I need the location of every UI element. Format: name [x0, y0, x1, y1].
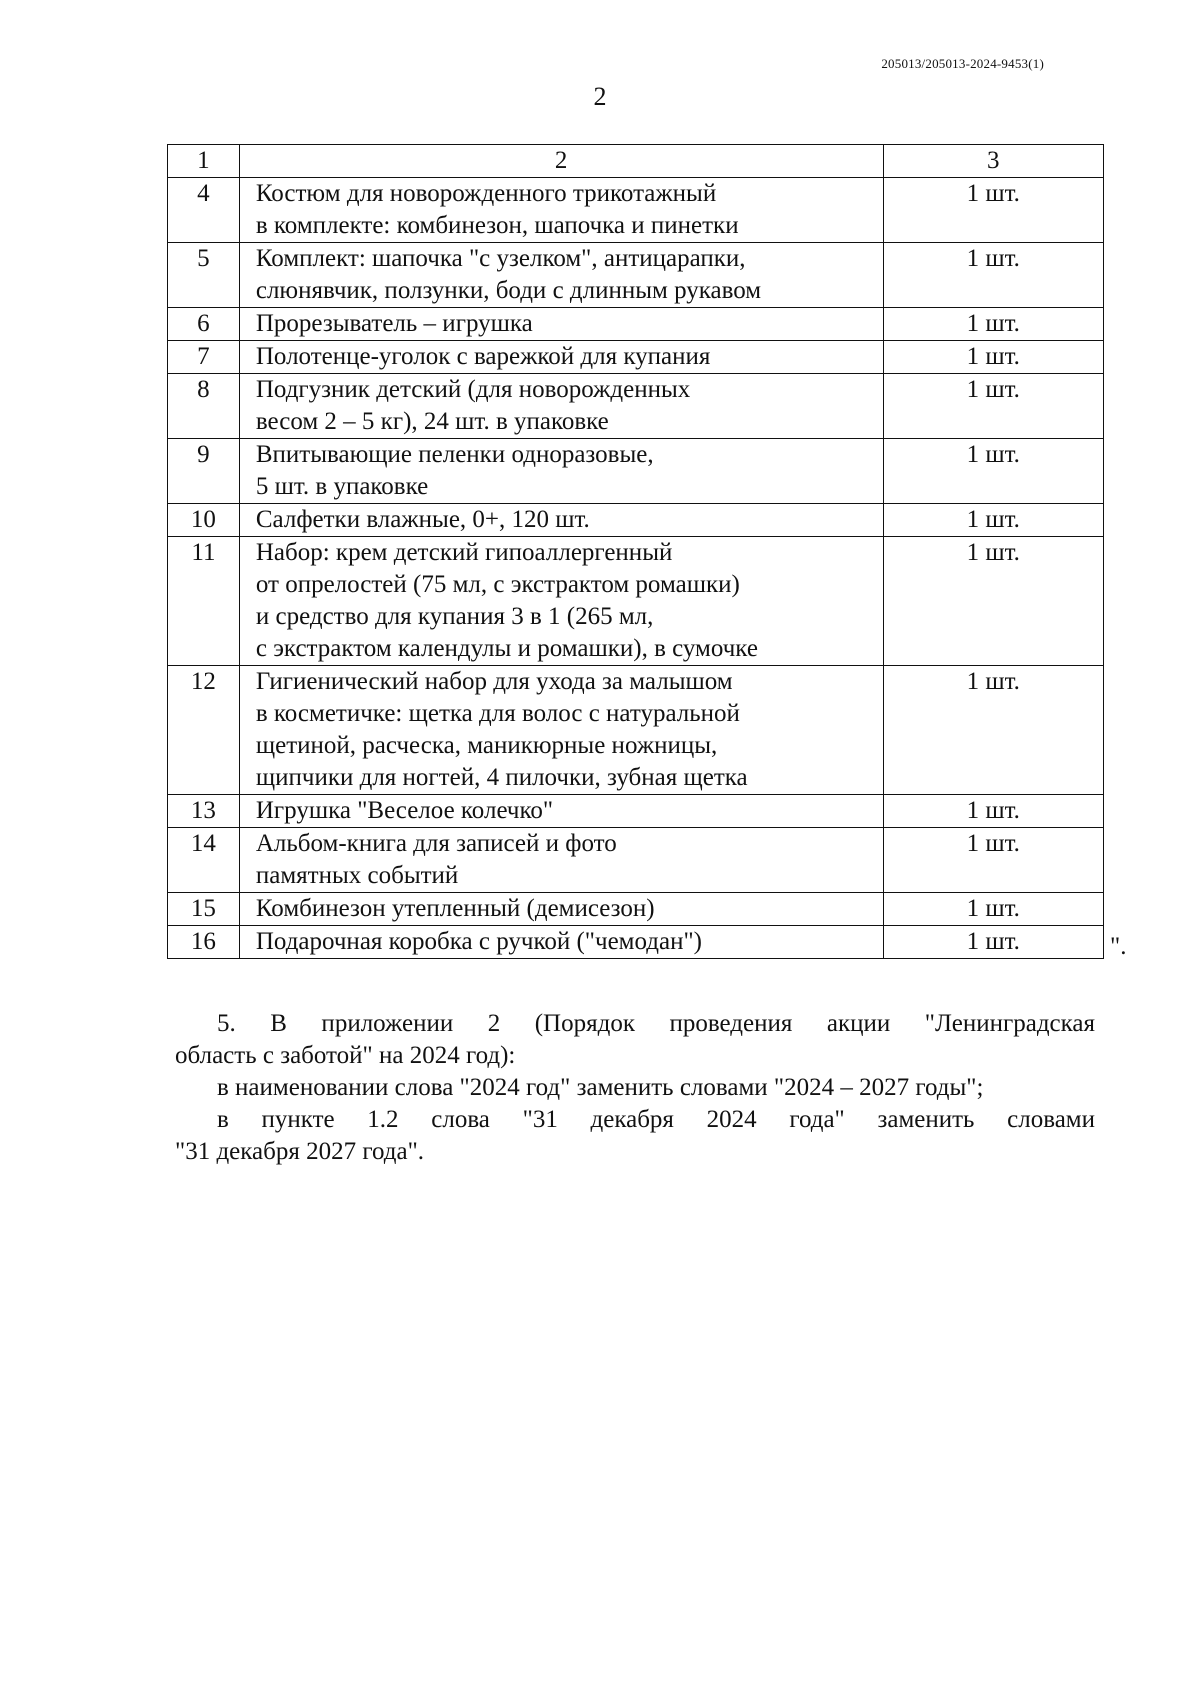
table-row [168, 439, 1104, 504]
item-quantity: 1 шт. [883, 439, 1104, 504]
item-name-line: Комбинезон утепленный (демисезон) [255, 895, 655, 922]
item-name-line: Игрушка "Веселое колечко" [255, 797, 554, 824]
item-name [239, 893, 883, 926]
item-name-line: в комплекте: комбинезон, шапочка и пинетки [255, 212, 739, 239]
item-quantity: 1 шт. [883, 374, 1104, 439]
row-number: 12 [168, 666, 240, 795]
table-body [168, 178, 1104, 959]
item-quantity: 1 шт. [883, 537, 1104, 666]
item-name-line: Прорезыватель – игрушка [255, 310, 533, 337]
table-row [168, 666, 1104, 795]
table-row [168, 341, 1104, 374]
row-number: 5 [168, 243, 240, 308]
table-row [168, 178, 1104, 243]
item-name-line: щипчики для ногтей, 4 пилочки, зубная щетка [255, 764, 748, 791]
item-quantity: 1 шт. [883, 666, 1104, 795]
paragraph-clause-replacement [175, 1104, 1095, 1168]
row-number: 16 [168, 926, 240, 959]
document-id: 205013/205013-2024-9453(1) [881, 56, 1044, 71]
item-name-line: слюнявчик, ползунки, боди с длинным рукавом [255, 277, 762, 304]
row-number: 10 [168, 504, 240, 537]
item-name-line: Подгузник детский (для новорожденных [255, 376, 691, 403]
item-name-line: Комплект: шапочка "с узелком", антицарапки, [255, 245, 746, 272]
item-name [239, 537, 883, 666]
item-name-line: Набор: крем детский гипоаллергенный [255, 539, 673, 566]
paragraph-line: в наименовании слова "2024 год" заменить словами "2024 – 2027 годы"; [217, 1074, 984, 1101]
item-name [239, 926, 883, 959]
item-quantity: 1 шт. [883, 308, 1104, 341]
item-name [239, 374, 883, 439]
item-name [239, 795, 883, 828]
item-name-line: Салфетки влажные, 0+, 120 шт. [255, 506, 590, 533]
item-quantity: 1 шт. [883, 828, 1104, 893]
row-number: 13 [168, 795, 240, 828]
table-header-row [168, 145, 1104, 178]
row-number: 8 [168, 374, 240, 439]
item-name-line: памятных событий [255, 862, 459, 889]
paragraph-item-5 [175, 1008, 1095, 1072]
item-name-line: весом 2 – 5 кг), 24 шт. в упаковке [255, 408, 609, 435]
items-table [167, 144, 1104, 959]
item-name [239, 308, 883, 341]
table-row [168, 537, 1104, 666]
row-number: 14 [168, 828, 240, 893]
paragraph-line: 5. В приложении 2 (Порядок проведения акции "Ленинградская [217, 1010, 1095, 1037]
row-number: 4 [168, 178, 240, 243]
item-name-line: Костюм для новорожденного трикотажный [255, 180, 717, 207]
row-number: 6 [168, 308, 240, 341]
item-name-line: с экстрактом календулы и ромашки), в сумочке [255, 635, 758, 662]
item-name [239, 828, 883, 893]
item-quantity: 1 шт. [883, 893, 1104, 926]
item-quantity: 1 шт. [883, 243, 1104, 308]
page-number: 2 [593, 82, 607, 111]
item-name [239, 439, 883, 504]
header-col-name: 2 [239, 145, 883, 178]
item-name-line: в косметичке: щетка для волос с натуральной [255, 700, 740, 727]
item-quantity: 1 шт. [883, 178, 1104, 243]
paragraph-line: в пункте 1.2 слова "31 декабря 2024 года" заменить словами [217, 1106, 1095, 1133]
closing-quote: ". [1110, 933, 1127, 960]
item-name-line: Альбом-книга для записей и фото [255, 830, 617, 857]
item-name-line: Полотенце-уголок с варежкой для купания [255, 343, 711, 370]
table-row [168, 828, 1104, 893]
table-row [168, 795, 1104, 828]
item-name [239, 504, 883, 537]
item-name [239, 666, 883, 795]
table-row [168, 308, 1104, 341]
table-row [168, 893, 1104, 926]
item-quantity: 1 шт. [883, 926, 1104, 959]
item-quantity: 1 шт. [883, 341, 1104, 374]
row-number: 11 [168, 537, 240, 666]
item-name [239, 243, 883, 308]
item-name-line: 5 шт. в упаковке [255, 473, 429, 500]
row-number: 9 [168, 439, 240, 504]
item-name-line: от опрелостей (75 мл, с экстрактом ромашки) [255, 571, 740, 598]
item-name-line: Подарочная коробка с ручкой ("чемодан") [255, 928, 702, 955]
row-number: 15 [168, 893, 240, 926]
item-quantity: 1 шт. [883, 795, 1104, 828]
item-name-line: Гигиенический набор для ухода за малышом [255, 668, 733, 695]
paragraph-line: "31 декабря 2027 года". [175, 1138, 425, 1165]
header-col-number: 1 [168, 145, 240, 178]
table-row [168, 926, 1104, 959]
item-name [239, 178, 883, 243]
paragraph-title-replacement [175, 1072, 1095, 1104]
table-row [168, 243, 1104, 308]
table-row [168, 504, 1104, 537]
item-name-line: щетиной, расческа, маникюрные ножницы, [255, 732, 718, 759]
item-quantity: 1 шт. [883, 504, 1104, 537]
table-row [168, 374, 1104, 439]
item-name-line: Впитывающие пеленки одноразовые, [255, 441, 654, 468]
paragraph-line: область с заботой" на 2024 год): [175, 1042, 516, 1069]
row-number: 7 [168, 341, 240, 374]
item-name [239, 341, 883, 374]
header-col-quantity: 3 [883, 145, 1104, 178]
item-name-line: и средство для купания 3 в 1 (265 мл, [255, 603, 654, 630]
